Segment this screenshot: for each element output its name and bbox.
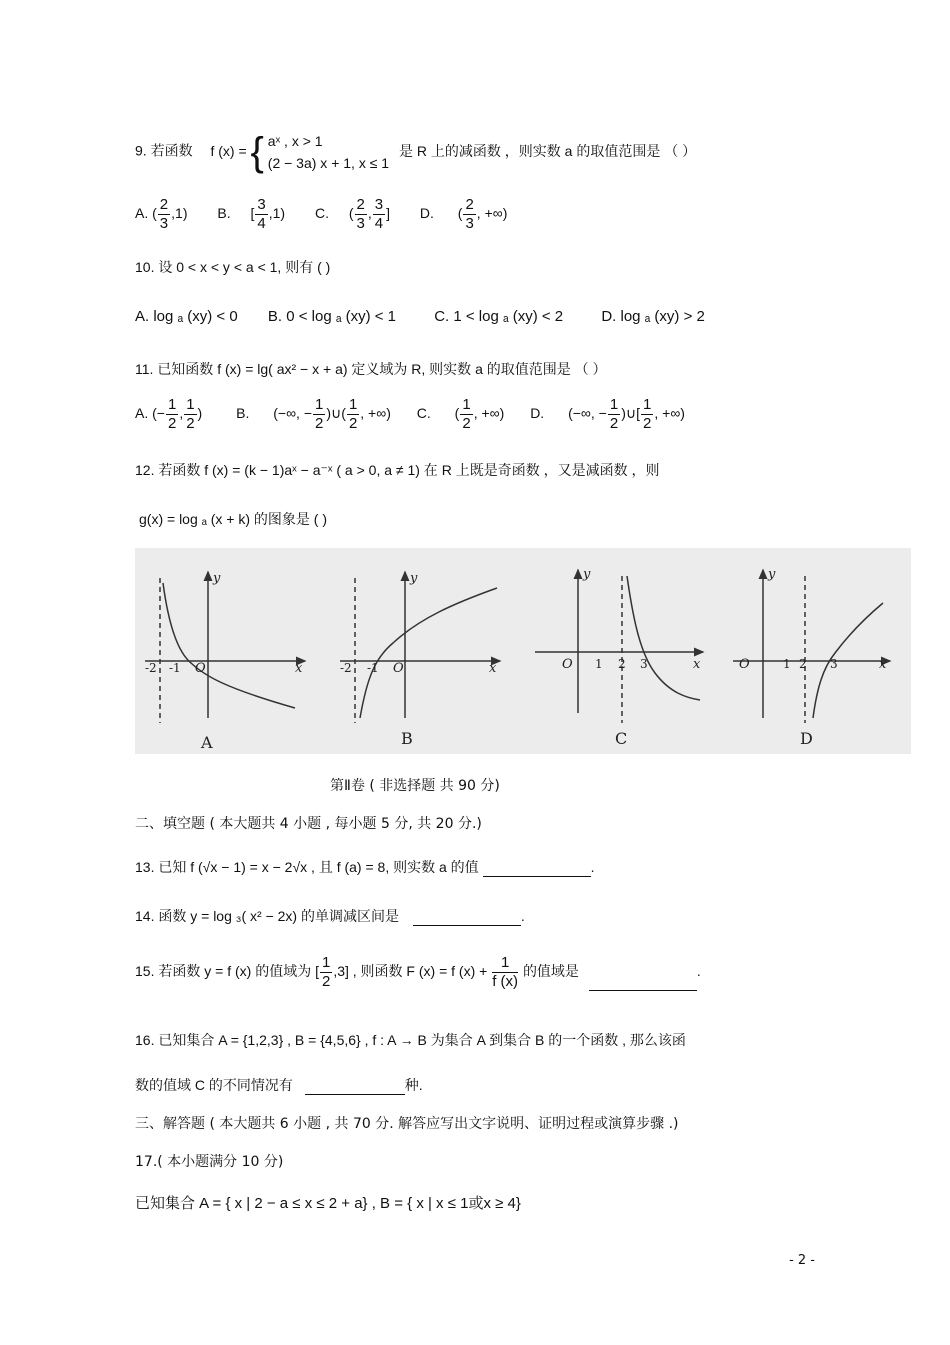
tick-label: -2 [340,661,352,675]
q9-pieces [268,130,389,174]
numerator: 1 [186,396,195,413]
interval-part: (−∞, − [568,405,607,422]
panel-label-d: D [800,729,813,748]
fraction [492,954,518,991]
question-16-line2 [135,1075,423,1095]
question-17-text: 已知集合 A = { x | 2 − a ≤ x ≤ 2 + a} , B = { x | x ≤ 1或x ≥ 4} [135,1195,521,1212]
axis-x-label: x [879,657,887,672]
question-15: 15. 若函数 y = f (x) 的值域为 [ $\frac{1}{2}$ ,3] , 则函数 F (x) = f (x) + $\frac{1}{f (x)}$ 的值域是 . [135,954,701,990]
graph-c [535,570,703,723]
question-13: 13. 已知 f (√x − 1) = x − 2√x , 且 f (a) = 8, 则实数 a 的值 . [135,859,595,875]
option-label: C. [416,405,431,422]
numerator: 2 [159,196,169,213]
bracket: ( [348,205,354,222]
question-9 [135,130,696,174]
question-12-line2: g(x) = log ₐ (x + k) 的图象是 ( ) [139,511,328,527]
option-label: B. [217,205,231,222]
q11-option-a: A. (− $\frac{1}{2}$ , $\frac{1}{2}$ ) [135,396,203,432]
q15-text-a: 15. 若函数 y = f (x) 的值域为 [ [135,963,319,980]
q16-suffix: 种. [404,1077,423,1093]
fraction [166,396,178,433]
denominator: 4 [257,215,266,232]
q9-option-c [315,196,390,233]
numerator: 1 [643,396,652,413]
fraction [158,196,170,233]
numerator: 1 [462,396,471,413]
answer-blank[interactable] [483,860,591,877]
graphs-svg [135,548,911,754]
q10-options [135,308,731,325]
q11-option-d [530,396,685,433]
option-label: B. [236,405,250,422]
axis-x-label: x [489,661,497,676]
q10-option-a: A. log ₐ (xy) < 0 [135,308,238,325]
graph-options-figure [135,548,911,754]
q13-text: 13. 已知 f (√x − 1) = x − 2√x , 且 f (a) = 8, 则实数 a 的值 [135,859,479,875]
numerator: 3 [374,196,384,213]
question-12: 12. 若函数 f (x) = (k − 1)aˣ − a⁻ˣ ( a > 0, a ≠ 1) 在 R 上既是奇函数 ，又是减函数 ，则 [135,462,660,478]
numerator: 1 [492,954,518,973]
graph-b [340,572,500,723]
option-label: C. [314,205,329,222]
numerator: 1 [315,396,324,413]
fraction [320,954,332,991]
q15-text-c: 的值域是 [522,963,579,980]
question-14: 14. 函数 y = log ₃( x² − 2x) 的单调减区间是 . [135,908,525,924]
brace-glyph: { [250,130,264,174]
tick-label: 1 [595,657,603,671]
q9-option-a [135,196,187,233]
fraction [460,396,472,433]
bracket: ( [457,205,463,222]
q9-option-b [217,196,285,233]
fraction [463,196,475,233]
question-17-header: 17.( 本小题满分 10 分) [135,1154,284,1170]
tick-label: -1 [367,661,379,675]
q9-lead: 9. 若函数 [135,142,193,159]
origin-label: O [195,661,206,676]
fraction [255,196,267,233]
graph-d [733,570,890,723]
bracket: , +∞) [476,205,508,222]
option-label: A. [135,205,149,222]
denominator: 2 [348,415,358,432]
answer-blank[interactable] [305,1078,405,1095]
q9-options [135,196,533,233]
fraction [608,396,620,433]
fraction [347,396,359,433]
option-label: D. [419,205,434,222]
question-16: 16. 已知集合 A = {1,2,3} , B = {4,5,6} , f : A → B 为集合 A 到集合 B 的一个函数 , 那么该函 [135,1032,686,1048]
axis-y-label: y [583,567,591,582]
answer-blank[interactable] [589,974,697,991]
part-two-heading: 第Ⅱ卷 ( 非选择题 共 90 分) [330,778,500,794]
q9-piece-1: aˣ , x > 1 [267,133,323,149]
question-11: 11. 已知函数 f (x) = lg( ax² − x + a) 定义域为 R, 则实数 a 的取值范围是 （ ） [135,361,607,377]
bracket: ( [152,205,157,222]
q9-piece-2: (2 − 3a) x + 1, x ≤ 1 [267,155,390,171]
origin-label: O [739,657,750,672]
axis-y-label: y [213,571,221,586]
denominator: 3 [356,215,365,232]
bracket: ,1) [268,205,286,222]
denominator: 2 [186,415,195,432]
axis-x-label: x [693,657,701,672]
q10-option-b: B. 0 < log ₐ (xy) < 1 [267,308,397,325]
denominator: 2 [643,415,652,432]
q11-option-c: C. ( $\frac{1}{2}$ , +∞) [416,396,505,432]
numerator: 1 [167,396,177,413]
bracket: ,1) [171,205,188,222]
option-label: A. ( [135,405,157,422]
numerator: 1 [348,396,358,413]
interval-part: )∪[ [621,405,641,422]
denominator: 2 [321,973,331,990]
fraction [313,396,325,433]
denominator: 2 [315,415,324,432]
tick-label: 2 [618,657,626,671]
fraction [184,396,196,433]
q16-text: 数的值域 C 的不同情况有 [135,1077,293,1093]
tick-label: 1 [783,657,791,671]
interval-part: )∪( [326,405,346,422]
panel-label-a: A [201,733,213,752]
tick-label: -2 [145,661,157,675]
numerator: 2 [356,196,365,213]
q10-option-c: C. 1 < log ₐ (xy) < 2 [434,308,564,325]
option-label: D. [530,405,545,422]
denominator: 3 [159,215,169,232]
tick-label: 2 [799,657,807,671]
answer-blank[interactable] [413,909,521,926]
axis-y-label: y [410,571,418,586]
numerator: 2 [465,196,474,213]
question-10: 10. 设 0 < x < y < a < 1, 则有 ( ) [135,259,331,275]
bracket: ) [197,405,203,422]
denominator: 2 [462,415,471,432]
tick-label: 3 [640,657,648,671]
interval-part: , +∞) [360,405,391,422]
interval-part: , +∞) [473,405,505,422]
denominator: 2 [167,415,177,432]
origin-label: O [562,657,573,672]
numerator: 1 [321,954,331,971]
q9-option-d [420,196,508,233]
fraction [373,196,385,233]
q10-option-d: D. log ₐ (xy) > 2 [601,308,705,325]
bracket: [ [250,205,255,222]
q11-options [135,396,711,433]
comma: , [367,205,372,222]
numerator: 3 [257,196,266,213]
axis-x-label: x [295,661,303,676]
panel-label-b: B [401,729,413,748]
interval-part: , +∞) [654,405,685,422]
tick-label: -1 [169,661,181,675]
q9-func: f (x) = [210,142,247,159]
tick-label: 3 [830,657,838,671]
denominator: 3 [465,215,474,232]
axis-y-label: y [768,567,776,582]
section-fill-in-heading: 二、填空题 ( 本大题共 4 小题 , 每小题 5 分, 共 20 分.) [135,816,482,832]
section-solve-heading: 三、解答题 ( 本大题共 6 小题 , 共 70 分. 解答应写出文字说明、证明过程或演算步骤 .) [135,1116,679,1132]
fraction [355,196,367,233]
q9-tail: 是 R 上的减函数 ，则实数 a 的取值范围是 （ ） [398,142,697,159]
q15-text-b: ,3] , 则函数 F (x) = f (x) + [333,963,488,980]
q11-option-b [236,396,391,433]
graph-a [145,572,305,723]
interval-part: (−∞, − [273,405,313,422]
numerator: 1 [609,396,619,413]
denominator: f (x) [492,973,519,990]
origin-label: O [393,661,404,676]
panel-label-c: C [615,729,628,748]
fraction [641,396,653,433]
bracket: ] [386,205,390,222]
page-number: - 2 - [789,1253,815,1268]
denominator: 4 [374,215,384,232]
q14-text: 14. 函数 y = log ₃( x² − 2x) 的单调减区间是 [135,908,399,924]
denominator: 2 [609,415,619,432]
